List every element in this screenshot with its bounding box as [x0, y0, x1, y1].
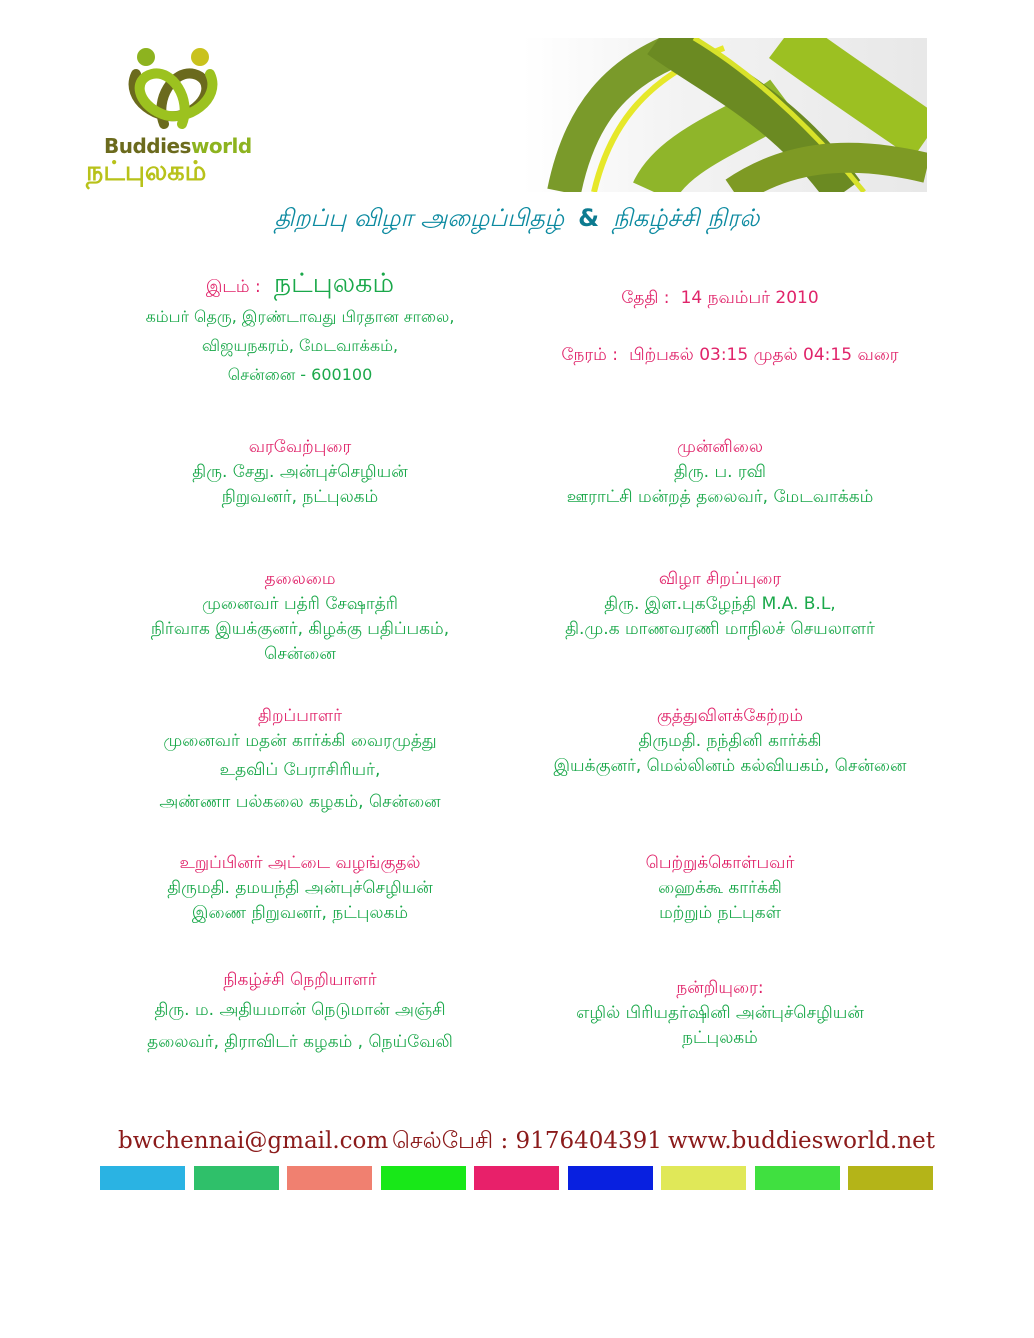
section-presence	[520, 435, 920, 510]
address-line: கம்பர் தெரு, இரண்டாவது பிரதான சாலை,	[145, 307, 455, 326]
color-swatch	[381, 1166, 466, 1190]
brand-name: Buddiesworld	[104, 134, 252, 158]
header-banner	[84, 38, 927, 192]
buddiesworld-logo-icon	[114, 44, 234, 136]
person-name: திருமதி. நந்தினி கார்க்கி	[638, 731, 822, 751]
person-title: நிர்வாக இயக்குனர், கிழக்கு பதிப்பகம்,	[150, 619, 450, 639]
person-name: முனைவர் மதன் கார்க்கி வைரமுத்து	[163, 731, 437, 751]
page-title: திறப்பு விழா அழைப்பிதழ் & நிகழ்ச்சி நிரல்	[274, 204, 760, 232]
time-label: நேரம் :	[561, 345, 618, 365]
section-heading: பெற்றுக்கொள்பவர்	[645, 853, 795, 873]
section-heading: உறுப்பினர் அட்டை வழங்குதல்	[179, 853, 421, 873]
time-block	[520, 343, 940, 368]
color-swatch	[100, 1166, 185, 1190]
section-heading: குத்துவிளக்கேற்றம்	[656, 706, 804, 726]
person-title: உதவிப் பேராசிரியர்,	[219, 760, 381, 780]
person-title: நிறுவனர், நட்புலகம்	[221, 487, 379, 507]
section-heading: தலைமை	[264, 569, 336, 589]
section-heading: முன்னிலை	[677, 437, 763, 457]
person-title: தலைவர், திராவிடர் கழகம் , நெய்வேலி	[147, 1032, 453, 1052]
section-host	[100, 968, 500, 1057]
time-value: பிற்பகல் 03:15 முதல் 04:15 வரை	[629, 345, 899, 365]
footer-email[interactable]: bwchennai@gmail.com	[118, 1128, 389, 1154]
color-swatch	[194, 1166, 279, 1190]
section-thanks	[520, 975, 920, 1051]
footer-website[interactable]: www.buddiesworld.net	[668, 1128, 935, 1154]
color-swatch	[474, 1166, 559, 1190]
person-name: திரு. ம. அதியமான் நெடுமான் அஞ்சி	[154, 1000, 446, 1020]
color-swatch	[848, 1166, 933, 1190]
section-presiding	[100, 567, 500, 667]
person-title: அண்ணா பல்கலை கழகம், சென்னை	[159, 792, 441, 812]
section-card-issue	[100, 851, 500, 926]
person-title: நட்புலகம்	[682, 1028, 758, 1048]
section-receivers	[520, 851, 920, 926]
section-heading: நிகழ்ச்சி நெறியாளர்	[223, 970, 377, 990]
person-name: திரு. சேது. அன்புச்செழியன்	[192, 462, 408, 482]
color-swatch	[568, 1166, 653, 1190]
venue-label: இடம் :	[205, 277, 261, 297]
person-name: திருமதி. தமயந்தி அன்புச்செழியன்	[167, 878, 433, 898]
address-line: சென்னை - 600100	[227, 365, 373, 384]
section-special-address	[520, 567, 920, 642]
section-heading: நன்றியுரை:	[676, 978, 764, 998]
person-name: திரு. ப. ரவி	[673, 462, 767, 482]
color-swatch	[661, 1166, 746, 1190]
date-block	[520, 286, 920, 311]
person-name: முனைவர் பத்ரி சேஷாத்ரி	[201, 594, 399, 614]
person-name: திரு. இள.புகழேந்தி M.A. B.L,	[604, 594, 836, 614]
section-heading: திறப்பாளர்	[258, 706, 342, 726]
ribbon-swirl-graphic	[484, 38, 927, 192]
section-welcome	[100, 435, 500, 510]
person-title: சென்னை	[264, 644, 336, 664]
brand-name-tamil: நட்புலகம்	[86, 156, 207, 187]
person-title: இயக்குனர், மெல்லினம் கல்வியகம், சென்னை	[553, 756, 907, 776]
section-lamp-lighting	[520, 704, 940, 779]
person-title: இணை நிறுவனர், நட்புலகம்	[191, 903, 409, 923]
person-title: தி.மு.க மாணவரணி மாநிலச் செயலாளர்	[565, 619, 875, 639]
venue-block	[100, 268, 500, 389]
person-name: எழில் பிரியதர்ஷினி அன்புச்செழியன்	[576, 1003, 864, 1023]
section-heading: வரவேற்புரை	[248, 437, 352, 457]
footer-phone: செல்பேசி : 9176404391	[392, 1128, 662, 1154]
date-label: தேதி :	[621, 288, 670, 308]
person-title: ஊராட்சி மன்றத் தலைவர், மேடவாக்கம்	[566, 487, 874, 507]
color-swatch	[755, 1166, 840, 1190]
color-swatch	[287, 1166, 372, 1190]
venue-name: நட்புலகம்	[273, 268, 395, 299]
section-heading: விழா சிறப்புரை	[658, 569, 782, 589]
person-name: ஹைக்கூ கார்க்கி	[658, 878, 782, 898]
section-inaugurator	[100, 704, 500, 818]
address-line: விஜயநகரம், மேடவாக்கம்,	[201, 336, 399, 355]
date-value: 14 நவம்பர் 2010	[680, 288, 819, 308]
person-title: மற்றும் நட்புகள்	[659, 903, 781, 923]
